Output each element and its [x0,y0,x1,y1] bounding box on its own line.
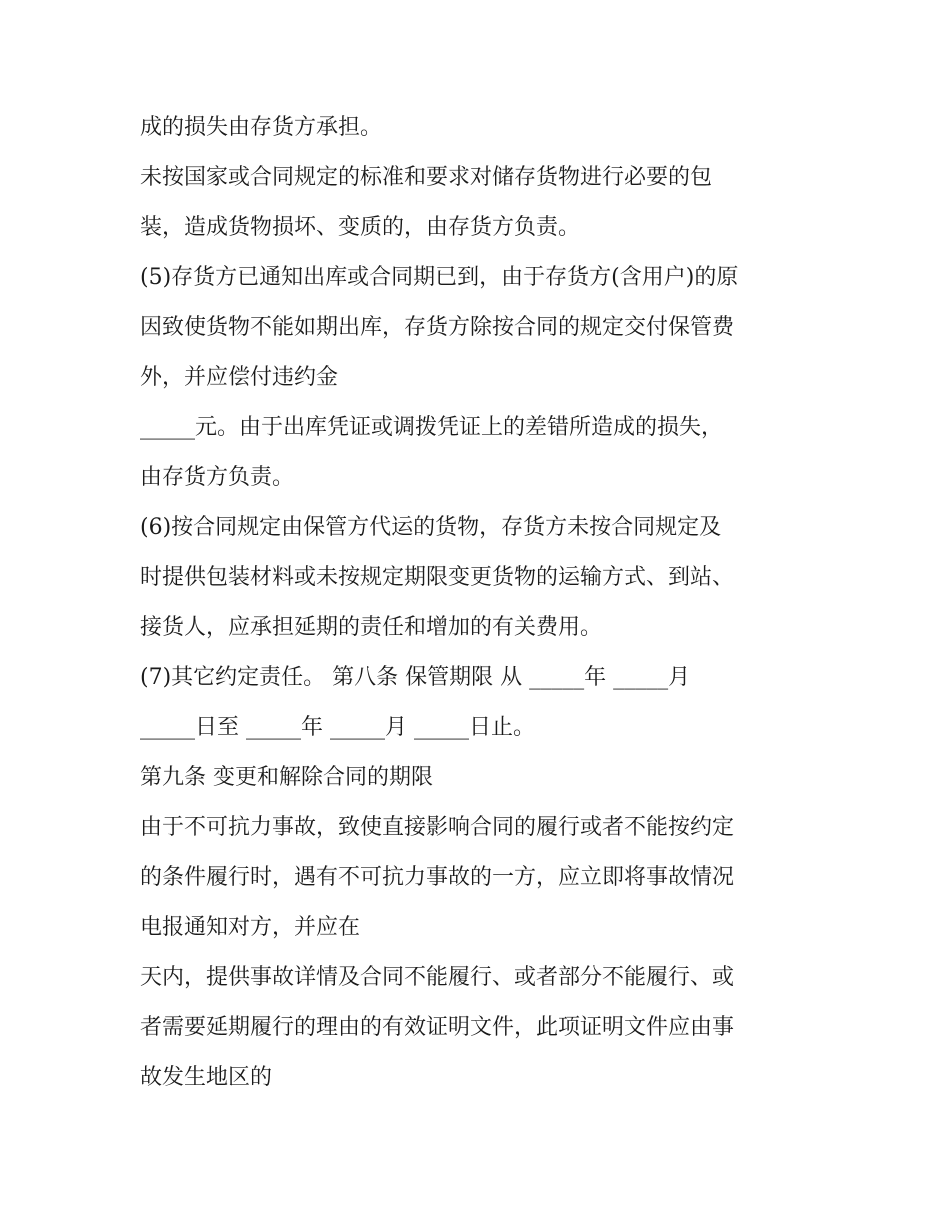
text-line: 未按国家或合同规定的标准和要求对储存货物进行必要的包 [140,165,713,190]
text-line: (7)其它约定责任。 第八条 保管期限 从 _____年 _____月 [140,665,691,690]
text-line: 由于不可抗力事故，致使直接影响合同的履行或者不能按约定 [140,815,735,840]
document-body [140,108,830,1108]
text-line: 外，并应偿付违约金 [140,365,339,390]
text-line: 的条件履行时，遇有不可抗力事故的一方，应立即将事故情况 [140,865,735,890]
text-line: _____元。由于出库凭证或调拨凭证上的差错所造成的损失， [140,415,724,440]
text-line: _____日至 _____年 _____月 _____日止。 [140,715,535,740]
text-line: 装，造成货物损坏、变质的，由存货方负责。 [140,215,581,240]
text-line: 时提供包装材料或未按规定期限变更货物的运输方式、到站、 [140,565,735,590]
section-heading: 第九条 变更和解除合同的期限 [140,765,433,790]
text-line: 接货人，应承担延期的责任和增加的有关费用。 [140,615,603,640]
text-line: 天内，提供事故详情及合同不能履行、或者部分不能履行、或 [140,965,735,990]
text-line: (6)按合同规定由保管方代运的货物，存货方未按合同规定及 [140,515,722,540]
text-line: 故发生地区的 [140,1065,273,1090]
text-line: (5)存货方已通知出库或合同期已到，由于存货方(含用户)的原 [140,265,739,290]
text-line: 成的损失由存货方承担。 [140,115,383,140]
text-line: 因致使货物不能如期出库，存货方除按合同的规定交付保管费 [140,315,735,340]
text-line: 由存货方负责。 [140,465,295,490]
text-line: 者需要延期履行的理由的有效证明文件，此项证明文件应由事 [140,1015,735,1040]
text-line: 电报通知对方，并应在 [140,915,361,940]
